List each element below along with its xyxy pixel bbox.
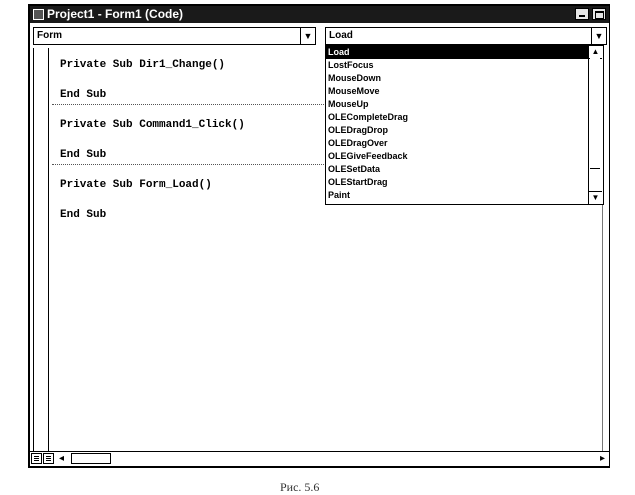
object-combo[interactable]: [33, 27, 316, 45]
list-item[interactable]: OLEGiveFeedback: [328, 151, 408, 161]
arrow-up-icon[interactable]: ▲: [589, 46, 602, 59]
chevron-down-icon[interactable]: ▼: [300, 28, 315, 44]
code-line[interactable]: Private Sub Command1_Click(): [60, 119, 245, 131]
figure-caption: Рис. 5.6: [280, 480, 320, 494]
procedure-dropdown-list[interactable]: [325, 45, 604, 205]
arrow-down-icon[interactable]: ▼: [589, 191, 602, 204]
list-item[interactable]: OLEDragOver: [328, 138, 388, 148]
list-item[interactable]: LostFocus: [328, 60, 374, 70]
arrow-right-icon[interactable]: ▸: [599, 453, 605, 464]
chevron-down-icon[interactable]: ▼: [591, 28, 606, 44]
horizontal-scrollbar[interactable]: [30, 451, 609, 466]
code-window-icon[interactable]: [33, 9, 44, 20]
object-combo-value: Form: [37, 30, 62, 41]
procedure-combo-value: Load: [329, 30, 353, 41]
list-item[interactable]: Load: [326, 46, 590, 59]
list-item[interactable]: Paint: [328, 190, 351, 200]
scroll-thumb[interactable]: [71, 453, 111, 464]
code-line[interactable]: Private Sub Dir1_Change(): [60, 59, 226, 71]
list-item[interactable]: OLECompleteDrag: [328, 112, 409, 122]
procedure-separator: [52, 104, 330, 105]
procedure-combo[interactable]: [325, 27, 607, 45]
list-item[interactable]: MouseUp: [328, 99, 369, 109]
dropdown-scroll-thumb[interactable]: [590, 58, 600, 169]
full-module-view-button[interactable]: [43, 453, 54, 464]
procedure-view-button[interactable]: [31, 453, 42, 464]
arrow-left-icon[interactable]: ◂: [59, 453, 65, 464]
window-title: Project1 - Form1 (Code): [47, 7, 184, 21]
list-item[interactable]: MouseDown: [328, 73, 381, 83]
margin-indicator-bar: [48, 48, 49, 456]
list-item[interactable]: MouseMove: [328, 86, 380, 96]
code-line[interactable]: End Sub: [60, 89, 107, 101]
title-bar[interactable]: [30, 6, 609, 23]
list-item[interactable]: OLESetData: [328, 164, 381, 174]
list-item[interactable]: OLEStartDrag: [328, 177, 388, 187]
maximize-button[interactable]: [592, 8, 606, 20]
list-item[interactable]: OLEDragDrop: [328, 125, 389, 135]
minimize-button[interactable]: [575, 8, 589, 20]
procedure-separator: [52, 164, 330, 165]
procedure-list: [326, 46, 590, 202]
code-line[interactable]: End Sub: [60, 149, 107, 161]
dropdown-scrollbar[interactable]: [588, 46, 603, 204]
code-line[interactable]: Private Sub Form_Load(): [60, 179, 212, 191]
code-line[interactable]: End Sub: [60, 209, 107, 221]
